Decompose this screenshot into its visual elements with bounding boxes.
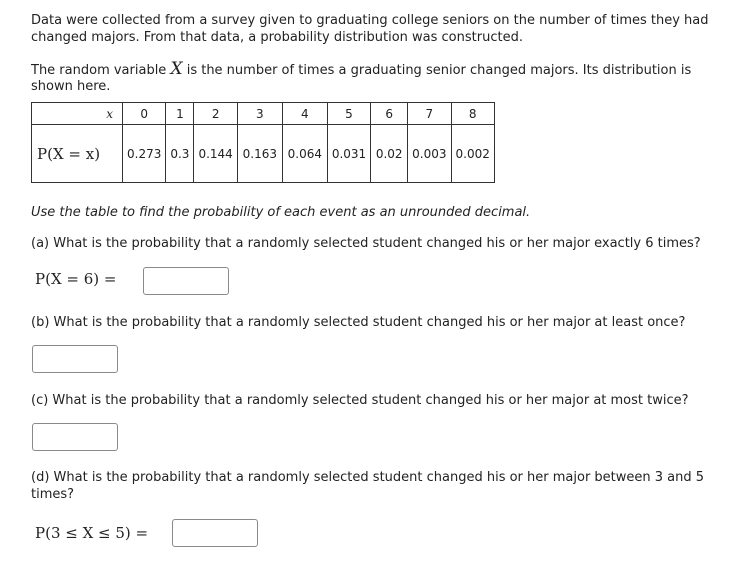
random-variable-line-1	[31, 61, 691, 79]
answer-d-input[interactable]	[172, 519, 258, 547]
x-cell: 2	[194, 103, 237, 125]
distribution-table	[31, 102, 495, 183]
p-header: P(X = x)	[32, 125, 123, 183]
question-b: (b) What is the probability that a randomly selected student changed his or her major at least once?	[31, 315, 686, 330]
random-variable-line-2: shown here.	[31, 79, 111, 94]
p-cell: 0.031	[327, 125, 370, 183]
p-cell: 0.144	[194, 125, 237, 183]
question-d-line-2: times?	[31, 487, 75, 502]
p-cell: 0.003	[408, 125, 451, 183]
rv-prefix: The random variable	[31, 63, 167, 78]
x-cell: 4	[282, 103, 327, 125]
answer-a-input[interactable]	[143, 267, 229, 295]
answer-c-input[interactable]	[32, 423, 118, 451]
x-header: x	[32, 103, 123, 125]
table-row-x	[32, 103, 495, 125]
x-cell: 8	[451, 103, 494, 125]
answer-d-label: P(3 ≤ X ≤ 5) =	[35, 524, 149, 542]
p-cell: 0.02	[371, 125, 408, 183]
x-cell: 0	[123, 103, 166, 125]
p-cell: 0.002	[451, 125, 494, 183]
p-cell: 0.163	[237, 125, 282, 183]
x-cell: 6	[371, 103, 408, 125]
intro-line-1: Data were collected from a survey given to graduating college seniors on the number of times they had	[31, 13, 709, 28]
p-cell: 0.064	[282, 125, 327, 183]
x-cell: 3	[237, 103, 282, 125]
x-cell: 5	[327, 103, 370, 125]
question-a: (a) What is the probability that a randomly selected student changed his or her major exactly 6 times?	[31, 236, 701, 251]
x-cell: 7	[408, 103, 451, 125]
rv-variable: X	[170, 59, 183, 79]
answer-a-label: P(X = 6) =	[35, 270, 117, 288]
rv-suffix: is the number of times a graduating senior changed majors. Its distribution is	[186, 63, 692, 78]
intro-line-2: changed majors. From that data, a probability distribution was constructed.	[31, 30, 523, 45]
instructions: Use the table to find the probability of each event as an unrounded decimal.	[31, 205, 531, 220]
answer-b-input[interactable]	[32, 345, 118, 373]
p-cell: 0.3	[166, 125, 194, 183]
question-c: (c) What is the probability that a randomly selected student changed his or her major at most twice?	[31, 393, 689, 408]
x-cell: 1	[166, 103, 194, 125]
p-cell: 0.273	[123, 125, 166, 183]
table-row-p	[32, 125, 495, 183]
question-d-line-1: (d) What is the probability that a randomly selected student changed his or her major between 3 and 5	[31, 470, 705, 485]
